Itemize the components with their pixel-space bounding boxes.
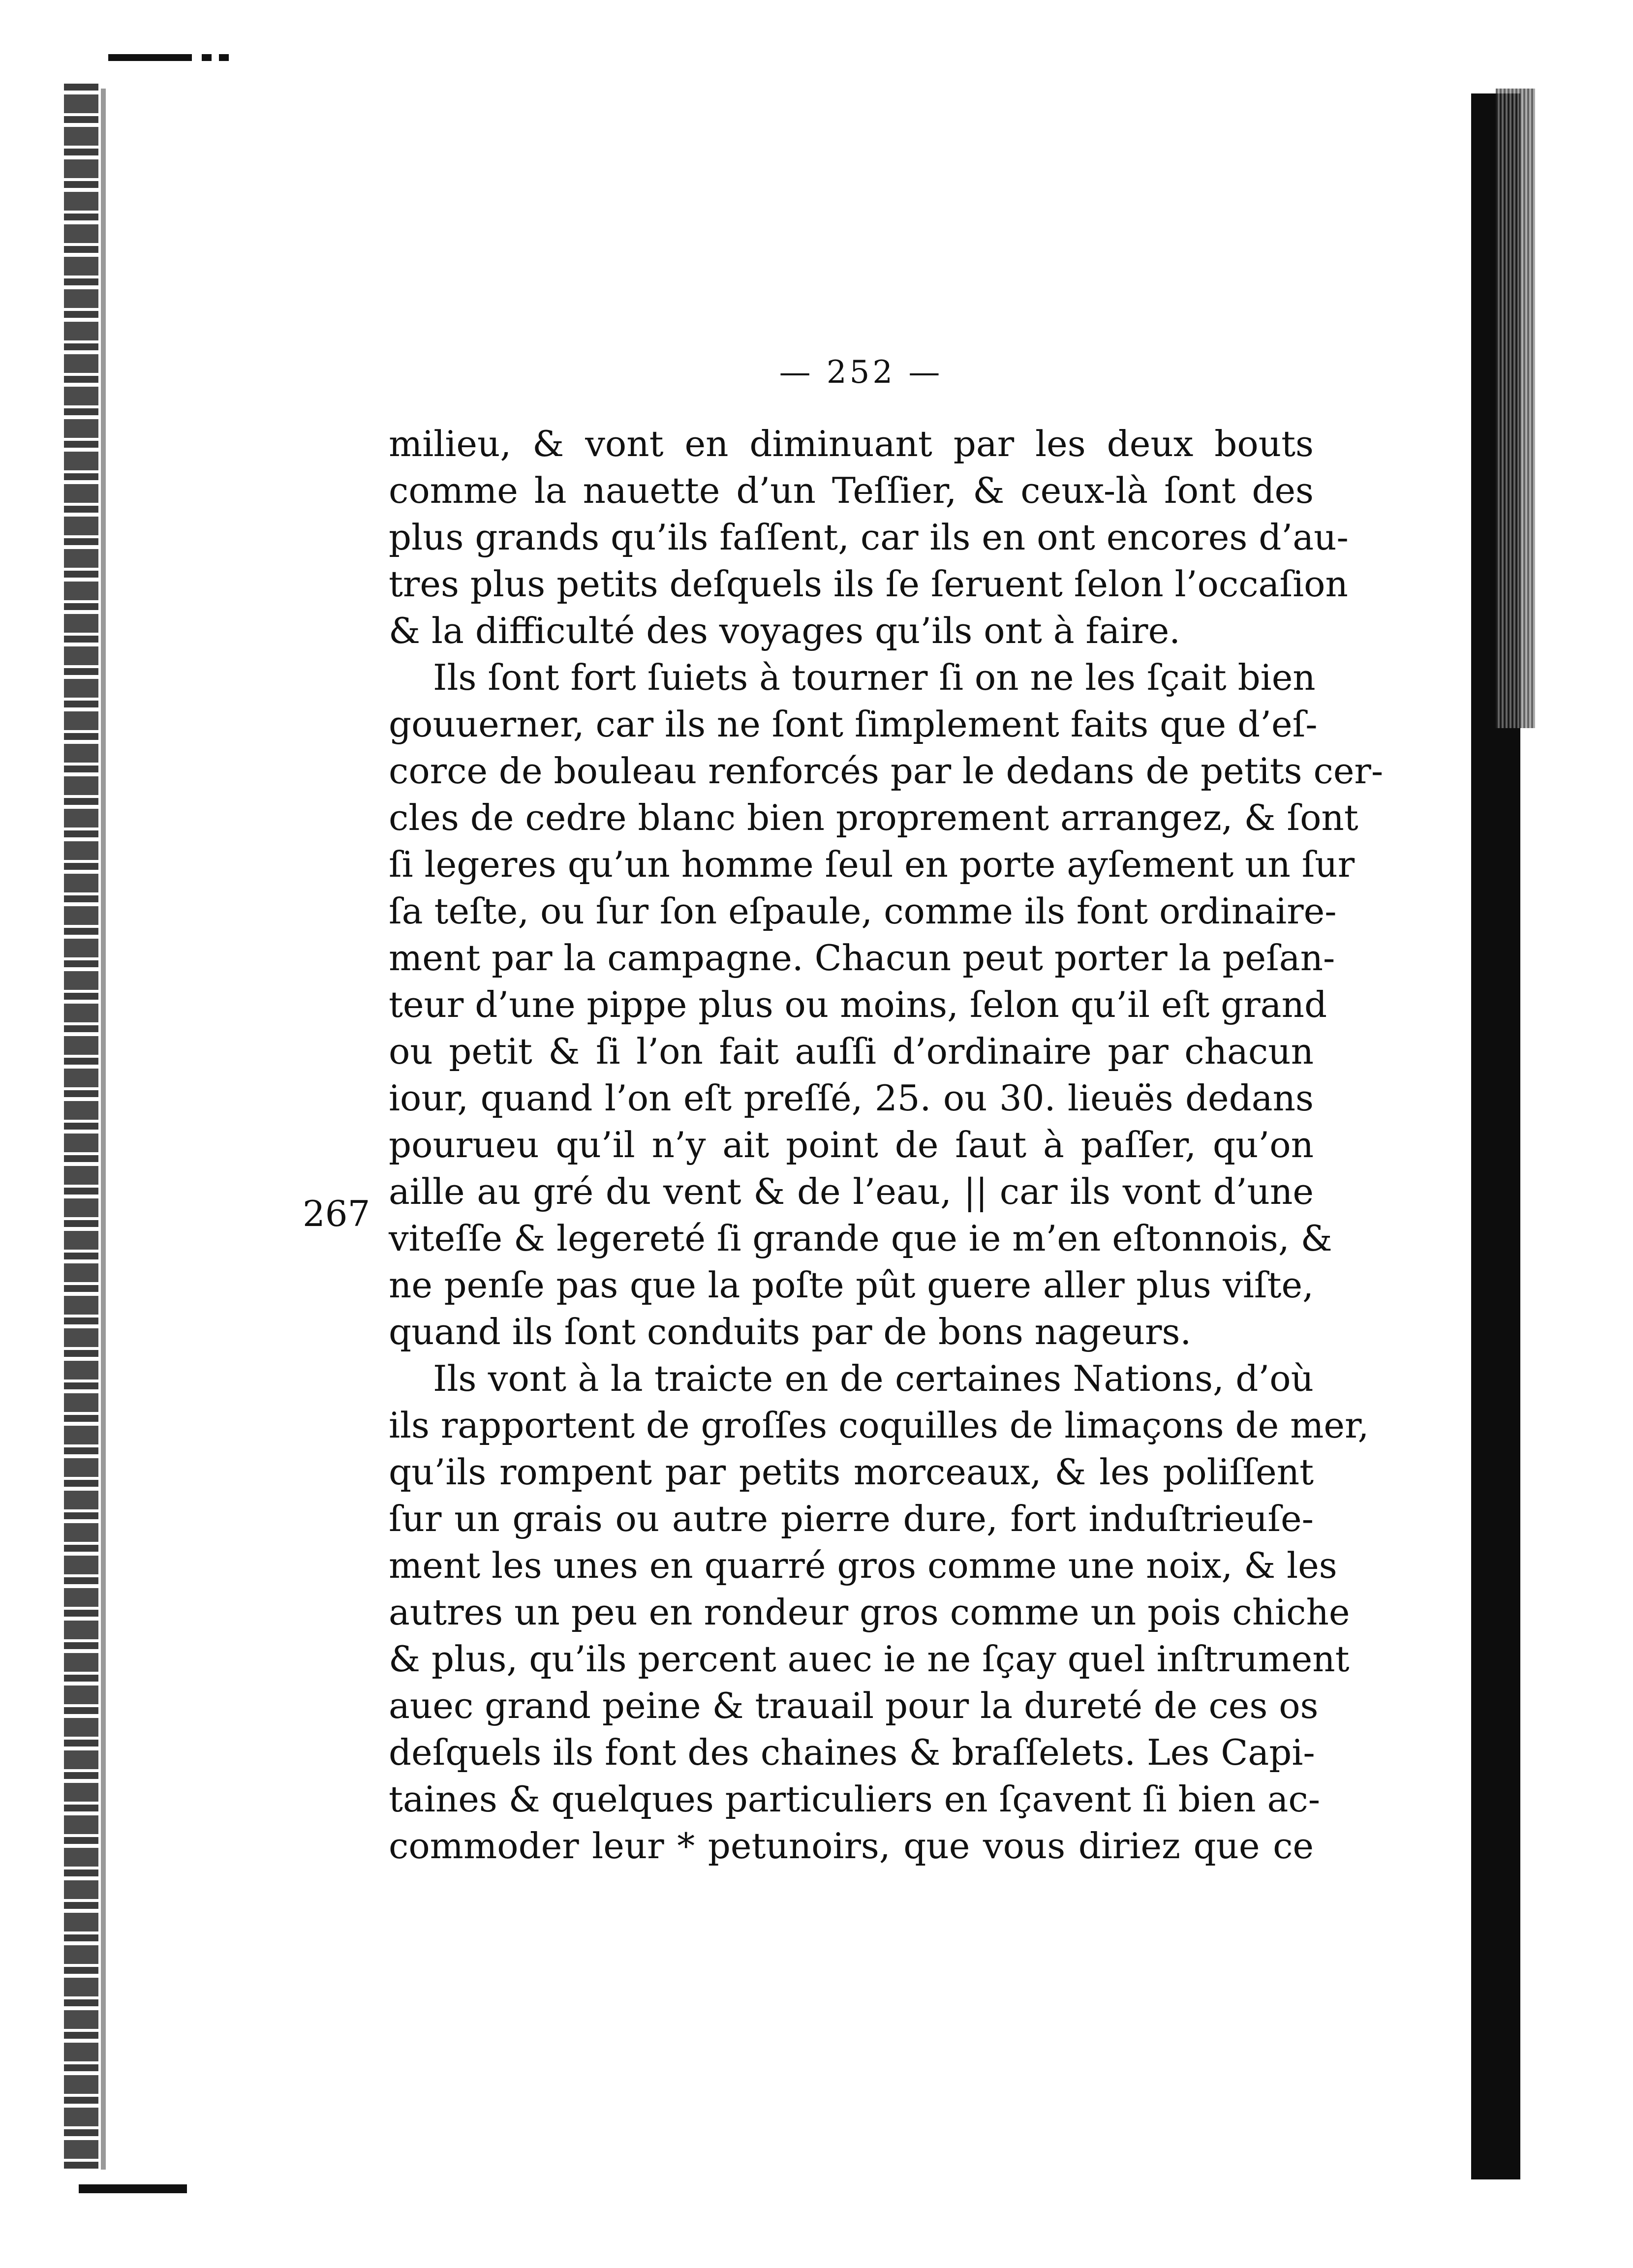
text-line: ſur un grais ou autre pierre dure, fort induſtrieuſe- xyxy=(389,1498,1314,1539)
scan-artifact-top xyxy=(108,54,192,61)
text-line: qu’ils rompent par petits morceaux, & les poliſſent xyxy=(389,1451,1314,1493)
text-line: quand ils ſont conduits par de bons nageurs. xyxy=(389,1311,1192,1352)
text-line: milieu, & vont en diminuant par les deux bouts xyxy=(389,423,1314,464)
text-line: Ils ſont fort ſuiets à tourner ſi on ne les ſçait bien xyxy=(433,657,1316,698)
scan-artifact-top-dot xyxy=(219,54,229,61)
text-line: ils rapportent de groſſes coquilles de limaçons de mer, xyxy=(389,1405,1369,1446)
page-number: — 252 — xyxy=(779,354,943,391)
text-line: & plus, qu’ils percent auec ie ne ſçay quel inſtrument xyxy=(389,1638,1350,1680)
text-line: ſi legeres qu’un homme ſeul en porte ayſement un ſur xyxy=(389,844,1355,885)
text-line: viteſſe & legereté ſi grande que ie m’en eſtonnois, & xyxy=(389,1218,1332,1259)
scan-artifact-bottom xyxy=(79,2184,187,2193)
margin-page-reference: 267 xyxy=(303,1193,370,1234)
text-line: ne penſe pas que la poſte pût guere aller plus viſte, xyxy=(389,1264,1314,1306)
scan-binding-line xyxy=(101,89,106,2170)
text-line: & la difficulté des voyages qu’ils ont à faire. xyxy=(389,610,1181,651)
text-line: autres un peu en rondeur gros comme un pois chiche xyxy=(389,1592,1350,1633)
text-line: gouuerner, car ils ne ſont ſimplement faits que d’eſ- xyxy=(389,704,1318,745)
scan-right-edge-texture xyxy=(1496,89,1535,728)
scan-binding-edge xyxy=(64,84,98,2170)
body-text xyxy=(389,421,1384,1870)
text-line: deſquels ils font des chaines & braſſelets. Les Capi- xyxy=(389,1732,1315,1773)
scan-artifact-top-dot xyxy=(202,54,212,61)
text-line: teur d’une pippe plus ou moins, ſelon qu’il eſt grand xyxy=(389,984,1327,1025)
text-line: ment les unes en quarré gros comme une noix, & les xyxy=(389,1545,1337,1586)
text-line: comme la nauette d’un Teſſier, & ceux-là ſont des xyxy=(389,470,1314,511)
text-line: taines & quelques particuliers en ſçavent ſi bien ac- xyxy=(389,1778,1321,1820)
text-line: auec grand peine & trauail pour la dureté de ces os xyxy=(389,1685,1319,1726)
text-line: pourueu qu’il n’y ait point de ſaut à paſſer, qu’on xyxy=(389,1124,1314,1165)
text-line: plus grands qu’ils faſſent, car ils en ont encores d’au- xyxy=(389,517,1349,558)
text-line: iour, quand l’on eſt preſſé, 25. ou 30. lieuës dedans xyxy=(389,1077,1314,1119)
text-line: cles de cedre blanc bien proprement arrangez, & ſont xyxy=(389,797,1358,838)
text-line: corce de bouleau renforcés par le dedans de petits cer- xyxy=(389,750,1384,792)
text-line: ou petit & ſi l’on fait auſſi d’ordinaire par chacun xyxy=(389,1031,1314,1072)
text-line: Ils vont à la traicte en de certaines Nations, d’où xyxy=(433,1358,1314,1399)
text-line: tres plus petits deſquels ils ſe ſeruent ſelon l’occaſion xyxy=(389,563,1348,605)
text-line: aille au gré du vent & de l’eau, || car ils vont d’une xyxy=(389,1171,1314,1212)
text-line: ſa teſte, ou ſur ſon eſpaule, comme ils font ordinaire- xyxy=(389,890,1337,932)
text-line: ment par la campagne. Chacun peut porter la peſan- xyxy=(389,937,1335,979)
text-line: commoder leur * petunoirs, que vous diriez que ce xyxy=(389,1825,1314,1867)
